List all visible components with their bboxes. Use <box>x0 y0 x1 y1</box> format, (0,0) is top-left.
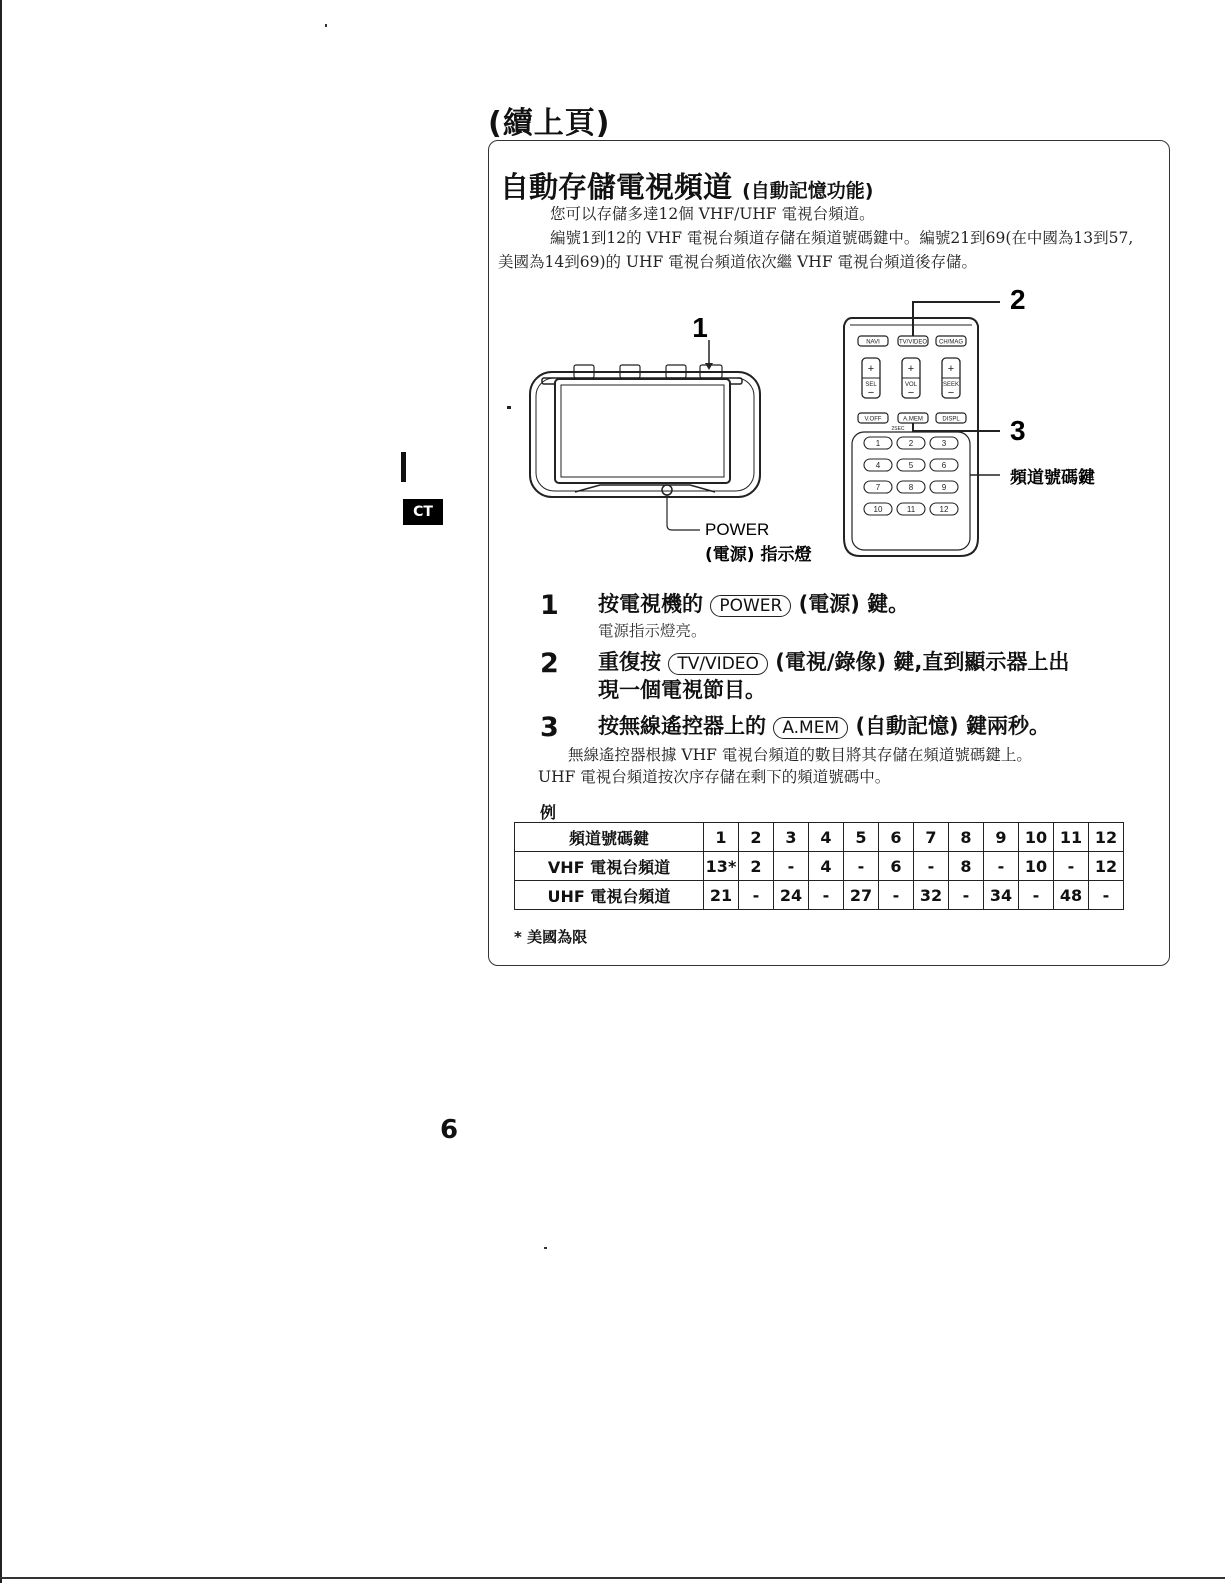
remote-illustration <box>844 318 978 556</box>
power-key: POWER <box>710 595 791 617</box>
table-cell: 32 <box>914 881 949 910</box>
keypad-key: 9 <box>941 483 947 492</box>
continued-header: (續上頁) <box>488 106 611 141</box>
language-tab: CT <box>403 499 443 525</box>
table-cell: 12 <box>1089 823 1124 852</box>
step-text: 按無線遙控器上的 <box>598 714 766 738</box>
table-cell: 24 <box>774 881 809 910</box>
scan-edge-bottom <box>0 1577 1225 1579</box>
callout-2: 2 <box>1010 284 1026 315</box>
channel-table <box>514 822 1124 910</box>
step-1 <box>540 590 1160 644</box>
keypad-key: 5 <box>908 461 914 470</box>
table-cell: 3 <box>774 823 809 852</box>
table-cell: - <box>984 852 1019 881</box>
explanation-line-1: 無線遙控器根據 VHF 電視台頻道的數目將其存儲在頻道號碼鍵上。 <box>568 746 1032 764</box>
keypad-key: 3 <box>941 439 947 448</box>
table-row <box>515 881 1124 910</box>
step-note: 電源指示燈亮。 <box>598 622 707 640</box>
step-text: 現一個電視節目。 <box>598 678 766 702</box>
callout-1: 1 <box>692 312 708 343</box>
remote-btn-vol: VOL <box>904 382 918 388</box>
callout-3: 3 <box>1010 415 1026 446</box>
tv-illustration <box>507 340 760 530</box>
table-cell: - <box>739 881 774 910</box>
table-cell: 10 <box>1019 852 1054 881</box>
margin-mark <box>401 452 406 482</box>
scan-speck <box>544 1247 547 1249</box>
device-diagram <box>490 280 1160 580</box>
amem-key: A.MEM <box>773 717 848 739</box>
tv-video-key: TV/VIDEO <box>668 653 768 675</box>
step-number: 3 <box>540 712 559 743</box>
channel-keys-label: 頻道號碼鍵 <box>1010 468 1095 488</box>
table-row <box>515 852 1124 881</box>
table-cell: 8 <box>949 823 984 852</box>
remote-btn-tvvideo: TV/VIDEO <box>898 339 928 346</box>
table-cell: 11 <box>1054 823 1089 852</box>
remote-btn-chmag: CH/MAG <box>939 339 963 346</box>
table-cell: 13* <box>704 852 739 881</box>
section-title <box>500 165 874 206</box>
step-2 <box>540 648 1160 704</box>
step-instruction <box>598 590 1160 618</box>
keypad-key: 6 <box>941 461 947 470</box>
remote-sel-plus: + <box>867 363 875 375</box>
table-cell: 21 <box>704 881 739 910</box>
table-cell: 9 <box>984 823 1019 852</box>
keypad-key: 10 <box>873 505 883 514</box>
remote-btn-seek: SEEK <box>942 382 960 388</box>
table-cell: 10 <box>1019 823 1054 852</box>
table-cell: 12 <box>1089 852 1124 881</box>
step-3 <box>540 712 1160 743</box>
remote-sel-minus: − <box>867 387 875 399</box>
table-cell: 7 <box>914 823 949 852</box>
table-header-label: 頻道號碼鍵 <box>515 823 704 852</box>
step-text: (電視/錄像) 鍵,直到顯示器上出 <box>775 650 1070 674</box>
section-title-main: 自動存儲電視頻道 <box>500 170 733 204</box>
remote-btn-displ: DISPL <box>942 416 960 423</box>
table-cell: - <box>879 881 914 910</box>
section-subtitle: (自動記憶功能) <box>742 180 874 202</box>
intro-line-1: 您可以存儲多達12個 VHF/UHF 電視台頻道。 <box>550 205 875 223</box>
keypad-key: 1 <box>875 439 881 448</box>
remote-label-2sec: 2SEC <box>891 426 905 432</box>
explanation-line-2: UHF 電視台頻道按次序存儲在剩下的頻道號碼中。 <box>538 768 891 786</box>
table-cell: 2 <box>739 823 774 852</box>
intro-text <box>498 202 1148 274</box>
table-cell: - <box>1089 881 1124 910</box>
table-cell: 48 <box>1054 881 1089 910</box>
step-number: 1 <box>540 590 559 621</box>
table-row-label: VHF 電視台頻道 <box>515 852 704 881</box>
table-cell: - <box>1019 881 1054 910</box>
keypad-key: 12 <box>939 505 949 514</box>
keypad-key: 4 <box>875 461 881 470</box>
step-instruction <box>598 712 1160 740</box>
table-cell: 6 <box>879 852 914 881</box>
step-text: 按電視機的 <box>598 592 703 616</box>
page-number: 6 <box>440 1115 459 1145</box>
table-cell: - <box>949 881 984 910</box>
table-cell: 1 <box>704 823 739 852</box>
keypad-key: 8 <box>908 483 914 492</box>
power-indicator-label: POWER <box>705 520 770 539</box>
table-cell: - <box>914 852 949 881</box>
step-text: (自動記憶) 鍵兩秒。 <box>855 714 1050 738</box>
remote-seek-plus: + <box>947 363 955 375</box>
power-indicator-label-2: (電源) 指示燈 <box>705 545 812 565</box>
steps-list <box>540 590 1160 744</box>
table-cell: 34 <box>984 881 1019 910</box>
table-cell: - <box>774 852 809 881</box>
table-cell: 4 <box>809 852 844 881</box>
table-cell: - <box>1054 852 1089 881</box>
remote-vol-minus: − <box>907 387 915 399</box>
intro-line-2: 編號1到12的 VHF 電視台頻道存儲在頻道號碼鍵中。編號21到69(在中國為13到57,美國為14到69)的 UHF 電視台頻道依次繼 VHF 電視台頻道後存儲。 <box>498 229 1134 271</box>
step-instruction <box>598 648 1160 704</box>
remote-btn-amem: A.MEM <box>903 416 923 423</box>
table-cell: 6 <box>879 823 914 852</box>
keypad-key: 7 <box>875 483 881 492</box>
table-cell: 5 <box>844 823 879 852</box>
scan-edge-left <box>0 0 2 1583</box>
step-3-explanation <box>538 744 1163 788</box>
keypad-key: 2 <box>908 439 914 448</box>
table-cell: 4 <box>809 823 844 852</box>
example-label: 例 <box>540 803 557 822</box>
scan-speck <box>325 24 327 27</box>
remote-btn-voff: V.OFF <box>864 416 882 423</box>
remote-btn-navi: NAVI <box>866 339 880 346</box>
footnote: * 美國為限 <box>514 928 588 946</box>
table-row-label: UHF 電視台頻道 <box>515 881 704 910</box>
remote-seek-minus: − <box>947 387 955 399</box>
table-cell: - <box>844 852 879 881</box>
step-text: (電源) 鍵。 <box>798 592 910 616</box>
keypad-key: 11 <box>906 505 916 514</box>
remote-btn-sel: SEL <box>865 382 877 388</box>
table-cell: 2 <box>739 852 774 881</box>
table-cell: 27 <box>844 881 879 910</box>
step-text: 重復按 <box>598 650 661 674</box>
remote-vol-plus: + <box>907 363 915 375</box>
table-row <box>515 823 1124 852</box>
table-cell: - <box>809 881 844 910</box>
step-number: 2 <box>540 648 559 679</box>
table-cell: 8 <box>949 852 984 881</box>
